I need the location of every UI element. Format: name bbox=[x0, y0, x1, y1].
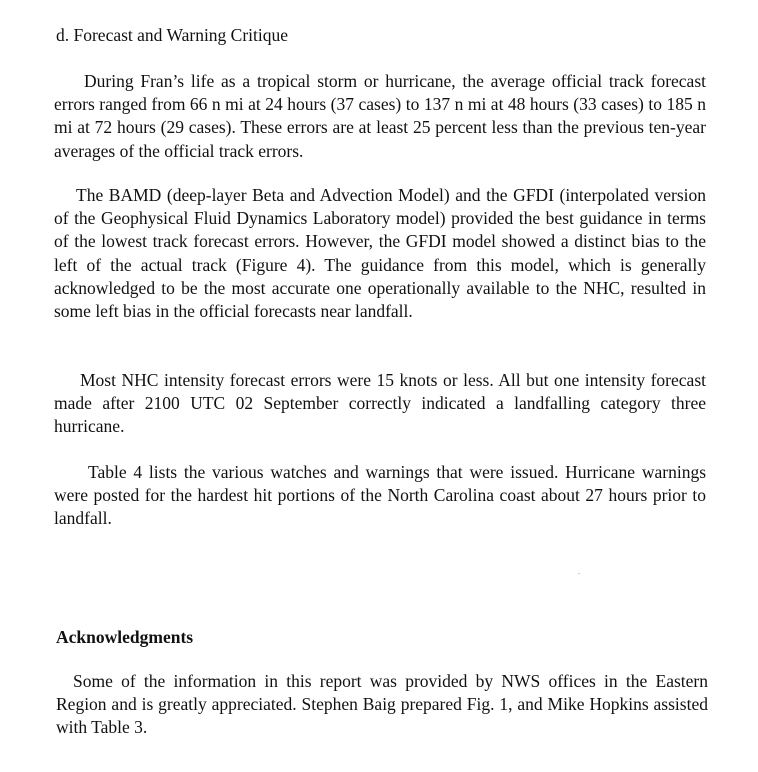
paragraph-model-guidance bbox=[54, 184, 706, 323]
section-heading: d. Forecast and Warning Critique bbox=[56, 25, 289, 45]
paragraph-text: The BAMD (deep-layer Beta and Advection Model) and the GFDI (interpolated version of the Geophysical Fluid Dynamics Laboratory model) provided the best guidance in terms of the lowest track forecast errors. However, the GFDI model showed a distinct bias to the left of the actual track (Figure 4). The guidance from this model, which is generally acknowledged to be the most accurate one operationally available to the NHC, resulted in some left bias in the official forecasts near landfall. bbox=[54, 185, 706, 322]
paragraph-text: During Fran’s life as a tropical storm or hurricane, the average official track forecast errors ranged from 66 n mi at 24 hours (37 cases) to 137 n mi at 48 hours (33 cases) to 185 n mi at 72 hours (29 cases). These errors are at least 25 percent less than the previous ten-year averages of the official track errors. bbox=[54, 71, 706, 161]
paragraph-text: Some of the information in this report was provided by NWS offices in the Eastern Region and is greatly appreciated. Stephen Baig prepared Fig. 1, and Mike Hopkins assisted with Table 3. bbox=[56, 671, 708, 738]
paragraph-track-errors bbox=[54, 70, 706, 163]
paragraph-text: Table 4 lists the various watches and warnings that were issued. Hurricane warnings were posted for the hardest hit portions of the North Carolina coast about 27 hours prior to landfall. bbox=[54, 462, 706, 529]
paragraph-text: Most NHC intensity forecast errors were 15 knots or less. All but one intensity forecast made after 2100 UTC 02 September correctly indicated a landfalling category three hurricane. bbox=[54, 370, 706, 437]
acknowledgments-paragraph bbox=[56, 670, 708, 740]
paragraph-intensity-errors bbox=[54, 369, 706, 439]
scan-speck bbox=[578, 573, 580, 574]
acknowledgments-heading: Acknowledgments bbox=[56, 627, 194, 647]
paragraph-watches-warnings bbox=[54, 461, 706, 531]
